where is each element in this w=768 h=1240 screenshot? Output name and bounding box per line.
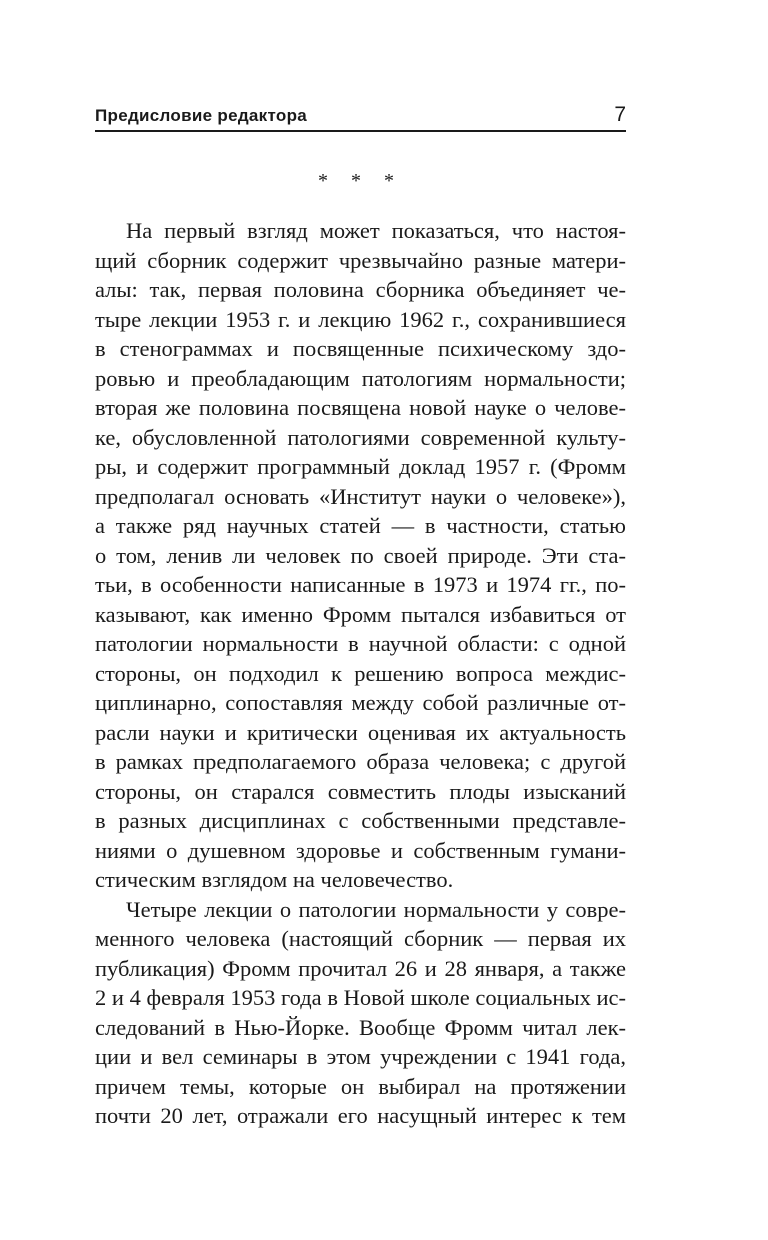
text-line: алы: так, первая половина сборника объединяет че- <box>95 277 626 302</box>
text-line: в рамках предполагаемого образа человека; с другой <box>95 749 626 774</box>
text-line: ке, обусловленной патологиями современной культу- <box>95 424 626 450</box>
text-line: расли науки и критически оценивая их актуальность <box>95 719 626 745</box>
paragraph-1 <box>95 216 626 895</box>
text-line: ры, и содержит программный доклад 1957 г. (Фромм <box>95 454 626 479</box>
text-line: казывают, как именно Фромм пытался избавиться от <box>95 601 626 627</box>
text-line: предполагал основать «Институт науки о человеке»), <box>95 483 626 509</box>
text-line: ции и вел семинары в этом учреждении с 1941 года, <box>95 1044 626 1069</box>
text-line: вторая же половина посвящена новой науке о челове- <box>95 395 626 420</box>
text-line: Четыре лекции о патологии нормальности у совре- <box>126 896 626 922</box>
text-line: почти 20 лет, отражали его насущный интерес к тем <box>95 1103 626 1128</box>
text-line: тыре лекции 1953 г. и лекцию 1962 г., сохранившиеся <box>95 306 626 332</box>
text-line: а также ряд научных статей — в частности, статью <box>95 513 626 538</box>
text-line: ровью и преобладающим патологиям нормальности; <box>95 365 626 391</box>
paragraph-2 <box>95 895 626 1131</box>
text-line: 2 и 4 февраля 1953 года в Новой школе социальных ис- <box>95 985 626 1010</box>
text-line: в разных дисциплинах с собственными представле- <box>95 808 626 833</box>
text-line: щий сборник содержит чрезвычайно разные матери- <box>95 247 626 273</box>
section-break-asterisks: * * * <box>318 170 403 192</box>
text-line: публикация) Фромм прочитал 26 и 28 января, а также <box>95 955 626 981</box>
text-line: менного человека (настоящий сборник — первая их <box>95 926 626 951</box>
text-line: циплинарно, сопоставляя между собой различные от- <box>95 690 626 715</box>
text-line: стическим взглядом на человечество. <box>95 867 454 892</box>
text-line: На первый взгляд может показаться, что настоя- <box>126 218 626 243</box>
text-line: стороны, он старался совместить плоды изысканий <box>95 778 626 804</box>
text-line: стороны, он подходил к решению вопроса междис- <box>95 660 626 686</box>
text-line: следований в Нью-Йорке. Вообще Фромм читал лек- <box>95 1014 626 1040</box>
text-line: в стенограммах и посвященные психическому здо- <box>95 336 626 361</box>
text-line: тьи, в особенности написанные в 1973 и 1974 гг., по- <box>95 572 626 597</box>
running-title: Предисловие редактора <box>95 106 308 125</box>
body-text <box>95 216 626 1131</box>
text-line: ниями о душевном здоровье и собственным гумани- <box>95 837 626 863</box>
running-header <box>95 102 626 132</box>
text-line: причем темы, которые он выбирал на протяжении <box>95 1073 626 1099</box>
page-number: 7 <box>614 103 626 126</box>
text-line: патологии нормальности в научной области: с одной <box>95 631 626 656</box>
text-line: о том, ленив ли человек по своей природе. Эти ста- <box>95 542 626 568</box>
